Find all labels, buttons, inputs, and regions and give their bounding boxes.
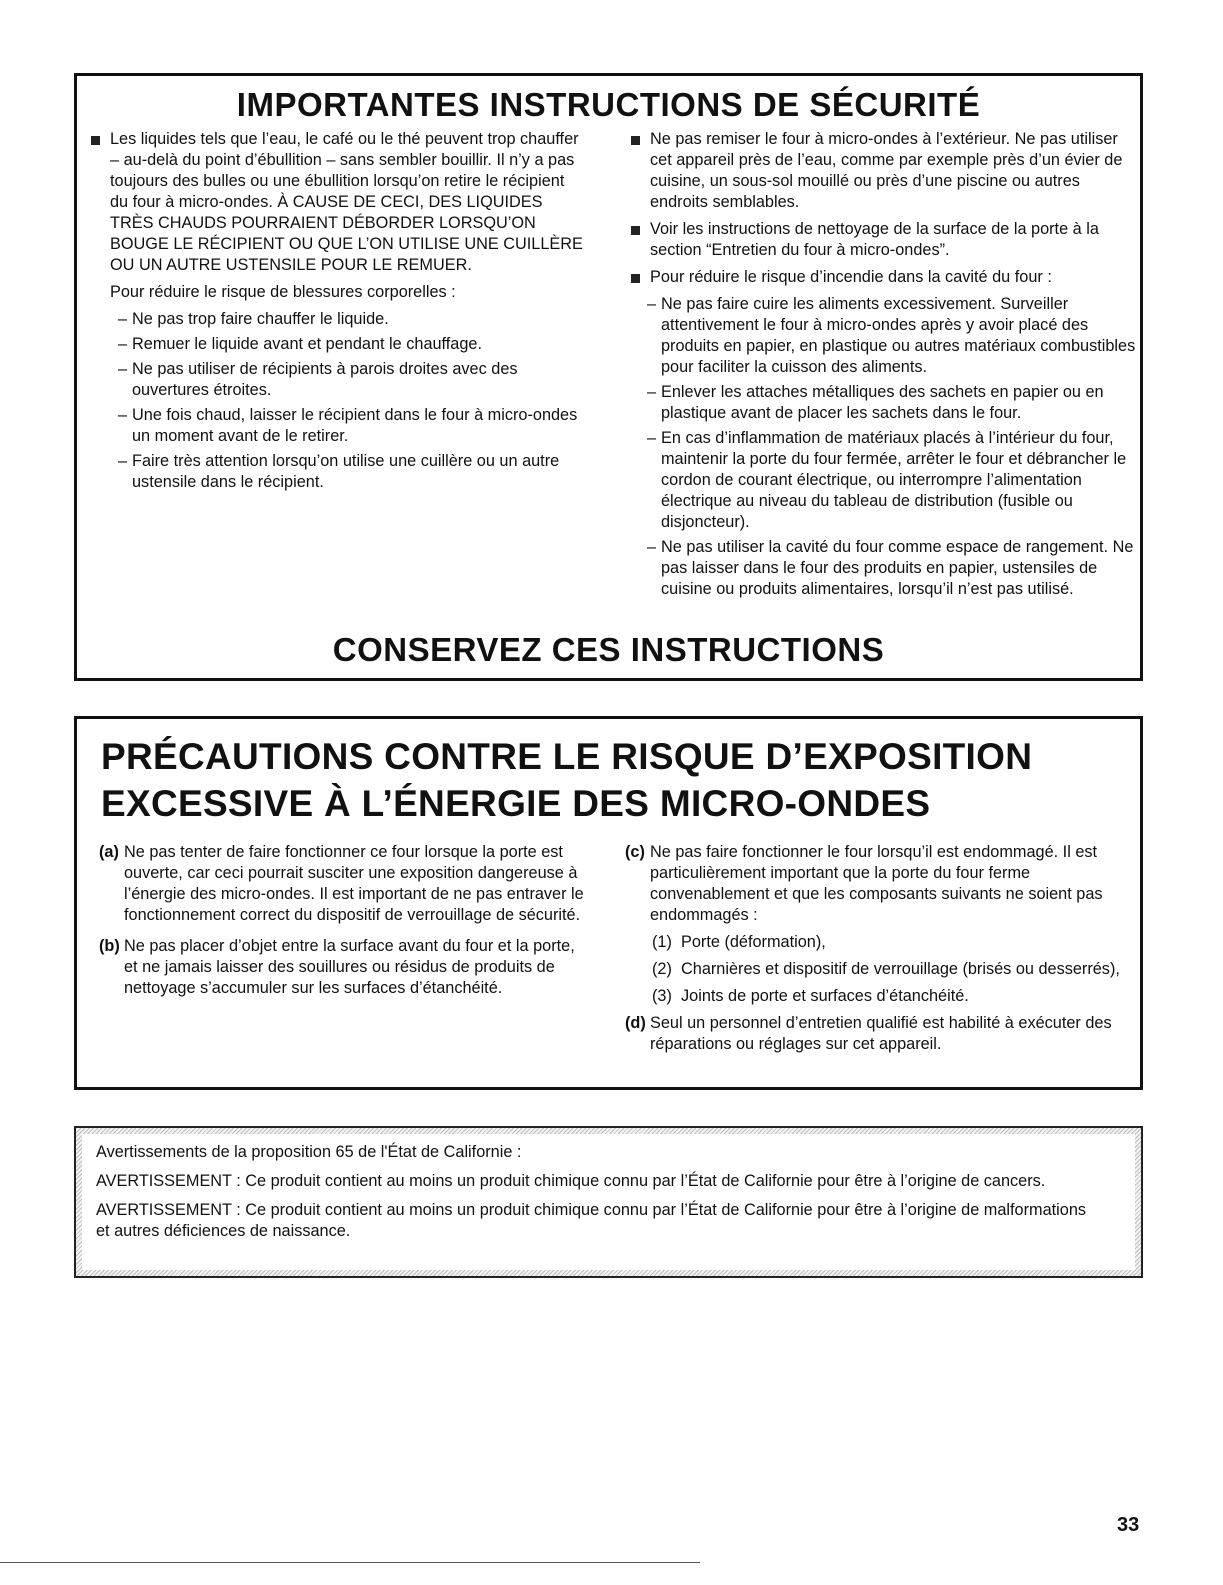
dash-item: – En cas d’inflammation de matériaux placés à l’intérieur du four, maintenir la porte du four fermée, arrêter le four et débrancher le cordon de courant électrique, ou interrompre l’alimentation électrique au niveau du tableau de distribution (fusible ou disjoncteur). <box>647 429 1127 531</box>
bullet-item <box>625 267 1137 288</box>
safety-right-column <box>625 129 1137 604</box>
precautions-box <box>74 716 1143 1090</box>
prop65-inner <box>82 1134 1135 1270</box>
prop65-text <box>96 1142 1095 1250</box>
precautions-left-column <box>99 842 589 1009</box>
precaution-item-c <box>625 842 1137 926</box>
intro-text: Pour réduire le risque de blessures corporelles : <box>110 283 456 301</box>
dash-text: Ne pas utiliser la cavité du four comme espace de rangement. Ne pas laisser dans le four des produits en papier, ustensiles de cuisine ou produits alimentaires, lorsqu’il n’est pas utilisé. <box>661 538 1134 598</box>
dash-item: – Ne pas utiliser de récipients à parois droites avec des ouvertures étroites. <box>118 360 518 399</box>
precautions-right-column <box>625 842 1137 1065</box>
item-label: (d) <box>625 1014 646 1032</box>
bullet-text: Voir les instructions de nettoyage de la surface de la porte à la section “Entretien du four à micro-ondes”. <box>650 220 1099 259</box>
precaution-item-a <box>99 842 589 926</box>
prop65-heading: Avertissements de la proposition 65 de l'État de Californie : <box>96 1143 522 1161</box>
prop65-warning: AVERTISSEMENT : Ce produit contient au moins un produit chimique connu par l’État de Californie pour être à l’origine de cancers. <box>96 1172 1046 1190</box>
sub-item <box>625 959 1137 980</box>
item-text: Ne pas tenter de faire fonctionner ce four lorsque la porte est ouverte, car ceci pourrait susciter une exposition dangereuse à l’énergie des micro-ondes. Il est important de ne pas entraver le fonctionnement correct du dispositif de verrouillage de sécurité. <box>124 843 584 924</box>
save-instructions-title: CONSERVEZ CES INSTRUCTIONS <box>332 631 885 668</box>
sub-item <box>625 986 1137 1007</box>
dash-text: Ne pas faire cuire les aliments excessivement. Surveiller attentivement le four à micro-ondes après y avoir placé des produits en papier, en plastique ou autres matériaux combustibles pour faciliter la cuisson des aliments. <box>661 295 1136 376</box>
item-label: (a) <box>99 843 119 861</box>
dash-item: – Une fois chaud, laisser le récipient dans le four à micro-ondes un moment avant de le retirer. <box>118 406 578 445</box>
dash-item: – Ne pas trop faire chauffer le liquide. <box>118 310 389 328</box>
footer-rule <box>0 1562 700 1563</box>
precautions-title-line: PRÉCAUTIONS CONTRE LE RISQUE D’EXPOSITION <box>101 736 1033 777</box>
dash-text: Ne pas utiliser de récipients à parois droites avec des ouvertures étroites. <box>132 360 518 399</box>
square-bullet-icon <box>91 136 100 145</box>
sub-item-text: Charnières et dispositif de verrouillage (brisés ou desserrés), <box>681 960 1120 978</box>
dash-item: – Enlever les attaches métalliques des sachets en papier ou en plastique avant de placer les sachets dans le four. <box>647 383 1104 422</box>
bullet-item <box>85 129 585 276</box>
dash-item: – Ne pas utiliser la cavité du four comme espace de rangement. Ne pas laisser dans le four des produits en papier, ustensiles de cuisine ou produits alimentaires, lorsqu’il n’est pas utilisé. <box>647 538 1134 598</box>
item-text: Seul un personnel d’entretien qualifié est habilité à exécuter des réparations ou réglages sur cet appareil. <box>650 1014 1112 1053</box>
precaution-item-d <box>625 1013 1137 1055</box>
prop65-box <box>74 1126 1143 1278</box>
dash-item: – Ne pas faire cuire les aliments excessivement. Surveiller attentivement le four à micro-ondes après y avoir placé des produits en papier, en plastique ou autres matériaux combustibles pour faciliter la cuisson des aliments. <box>647 295 1136 376</box>
page-number: 33 <box>1117 1514 1140 1536</box>
dash-text: En cas d’inflammation de matériaux placés à l’intérieur du four, maintenir la porte du four fermée, arrêter le four et débrancher le cordon de courant électrique, ou interrompre l’alimentation électrique au niveau du tableau de distribution (fusible ou disjoncteur). <box>661 429 1127 531</box>
square-bullet-icon <box>631 274 640 283</box>
item-label: (b) <box>99 937 120 955</box>
dash-text: Faire très attention lorsqu’on utilise une cuillère ou un autre ustensile dans le récipient. <box>132 452 560 491</box>
safety-left-column <box>85 129 585 497</box>
square-bullet-icon <box>631 226 640 235</box>
sub-item-text: Porte (déformation), <box>681 933 826 951</box>
item-text: Ne pas faire fonctionner le four lorsqu’il est endommagé. Il est particulièrement important que la porte du four ferme convenablement et que les composants suivants ne soient pas endommagés : <box>650 843 1103 924</box>
bullet-text: Ne pas remiser le four à micro-ondes à l’extérieur. Ne pas utiliser cet appareil près de l’eau, comme par exemple près d’un évier de cuisine, un sous-sol mouillé ou près d’une piscine ou autres endroits semblables. <box>650 130 1123 211</box>
dash-text: Ne pas trop faire chauffer le liquide. <box>132 310 389 328</box>
dash-text: Enlever les attaches métalliques des sachets en papier ou en plastique avant de placer les sachets dans le four. <box>661 383 1104 422</box>
sub-item-number: (1) <box>652 933 672 951</box>
sub-item-number: (2) <box>652 960 672 978</box>
item-label: (c) <box>625 843 645 861</box>
sub-item-text: Joints de porte et surfaces d’étanchéité. <box>681 987 969 1005</box>
bullet-text: Pour réduire le risque d’incendie dans la cavité du four : <box>650 268 1052 286</box>
sub-item <box>625 932 1137 953</box>
bullet-item <box>625 219 1137 261</box>
safety-instructions-box <box>74 73 1143 681</box>
dash-item: – Faire très attention lorsqu’on utilise une cuillère ou un autre ustensile dans le récipient. <box>118 452 560 491</box>
dash-item: – Remuer le liquide avant et pendant le chauffage. <box>118 335 482 353</box>
precautions-title-line: EXCESSIVE À L’ÉNERGIE DES MICRO-ONDES <box>101 783 931 824</box>
precaution-item-b <box>99 936 589 999</box>
safety-title: IMPORTANTES INSTRUCTIONS DE SÉCURITÉ <box>236 86 981 123</box>
item-text: Ne pas placer d’objet entre la surface avant du four et la porte, et ne jamais laisser des souillures ou résidus de produits de nettoyage s’accumuler sur les surfaces d’étanchéité. <box>124 937 575 997</box>
dash-text: Une fois chaud, laisser le récipient dans le four à micro-ondes un moment avant de le retirer. <box>132 406 578 445</box>
bullet-item <box>625 129 1137 213</box>
prop65-warning: AVERTISSEMENT : Ce produit contient au moins un produit chimique connu par l’État de Californie pour être à l’origine de malformations et autres déficiences de naissance. <box>96 1201 1087 1240</box>
precautions-title <box>101 733 1032 827</box>
dash-text: Remuer le liquide avant et pendant le chauffage. <box>132 335 482 353</box>
sub-item-number: (3) <box>652 987 672 1005</box>
square-bullet-icon <box>631 136 640 145</box>
bullet-text: Les liquides tels que l’eau, le café ou le thé peuvent trop chauffer – au-delà du point d’ébullition – sans sembler bouillir. Il n’y a pas toujours des bulles ou une ébullition lorsqu’on retire le récipient du four à micro-ondes. À CAUSE DE CECI, DES LIQUIDES TRÈS CHAUDS POURRAIENT DÉBORDER LORSQU’ON BOUGE LE RÉCIPIENT OU QUE L’ON UTILISE UNE CUILLÈRE OU UN AUTRE USTENSILE POUR LE REMUER. <box>110 130 583 274</box>
